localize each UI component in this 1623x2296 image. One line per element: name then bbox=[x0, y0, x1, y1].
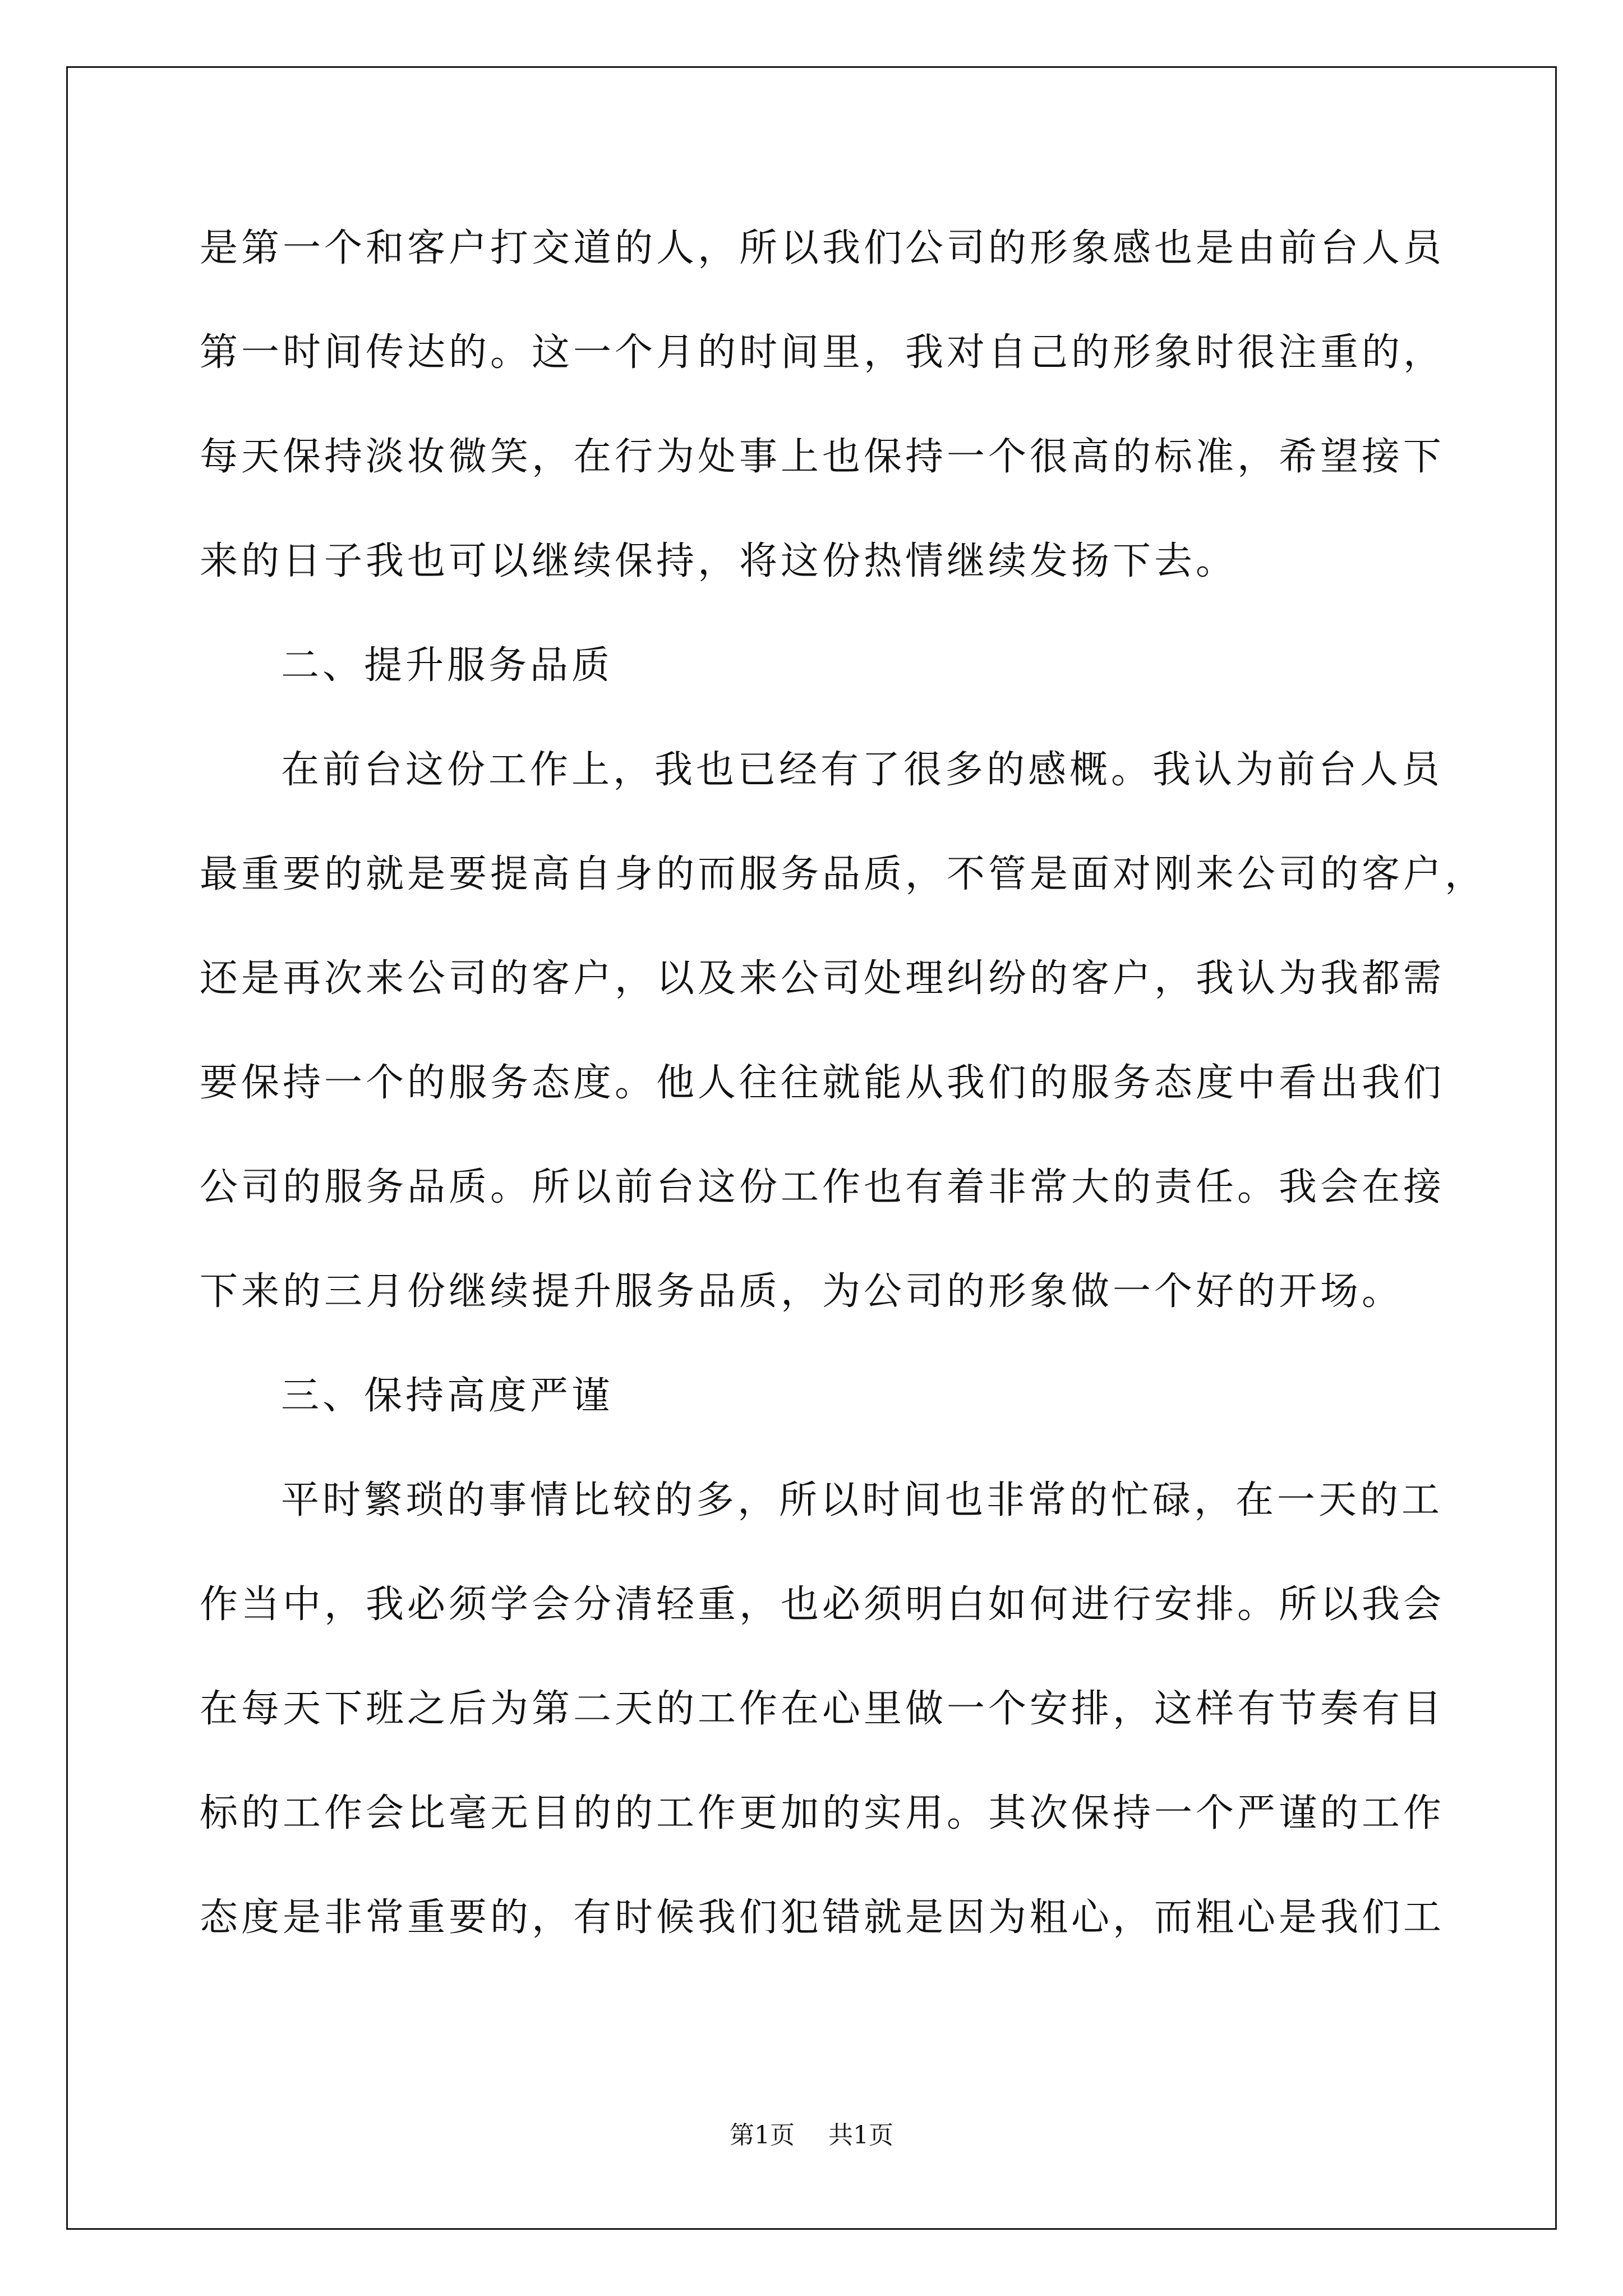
body-line: 下来的三月份继续提升服务品质，为公司的形象做一个好的开场。 bbox=[200, 1269, 1404, 1314]
document-body bbox=[200, 215, 1487, 1989]
section-heading: 二、提升服务品质 bbox=[281, 643, 614, 688]
page-footer bbox=[0, 2115, 1623, 2151]
body-line: 在前台这份工作上，我也已经有了很多的感概。我认为前台人员 bbox=[281, 748, 1444, 792]
body-line: 公司的服务品质。所以前台这份工作也有着非常大的责任。我会在接 bbox=[200, 1165, 1445, 1209]
body-line: 来的日子我也可以继续保持，将这份热情继续发扬下去。 bbox=[200, 539, 1238, 583]
body-line: 标的工作会比毫无目的的工作更加的实用。其次保持一个严谨的工作 bbox=[200, 1791, 1445, 1835]
body-line: 是第一个和客户打交道的人，所以我们公司的形象感也是由前台人员 bbox=[200, 226, 1445, 270]
body-line: 第一时间传达的。这一个月的时间里，我对自己的形象时很注重的， bbox=[200, 330, 1445, 375]
body-line: 每天保持淡妆微笑，在行为处事上也保持一个很高的标准，希望接下 bbox=[200, 435, 1445, 479]
body-line: 平时繁琐的事情比较的多，所以时间也非常的忙碌，在一天的工 bbox=[281, 1478, 1444, 1522]
body-line: 还是再次来公司的客户，以及来公司处理纠纷的客户，我认为我都需 bbox=[200, 956, 1445, 1001]
body-line: 在每天下班之后为第二天的工作在心里做一个安排，这样有节奏有目 bbox=[200, 1687, 1445, 1731]
page-total: 共1页 bbox=[828, 2121, 893, 2150]
body-line: 态度是非常重要的，有时候我们犯错就是因为粗心，而粗心是我们工 bbox=[200, 1895, 1445, 1940]
section-heading: 三、保持高度严谨 bbox=[281, 1374, 614, 1418]
body-line: 作当中，我必须学会分清轻重，也必须明白如何进行安排。所以我会 bbox=[200, 1582, 1445, 1627]
page-number: 第1页 bbox=[730, 2121, 795, 2150]
body-line: 要保持一个的服务态度。他人往往就能从我们的服务态度中看出我们 bbox=[200, 1061, 1445, 1105]
body-line: 最重要的就是要提高自身的而服务品质，不管是面对刚来公司的客户， bbox=[200, 852, 1487, 896]
